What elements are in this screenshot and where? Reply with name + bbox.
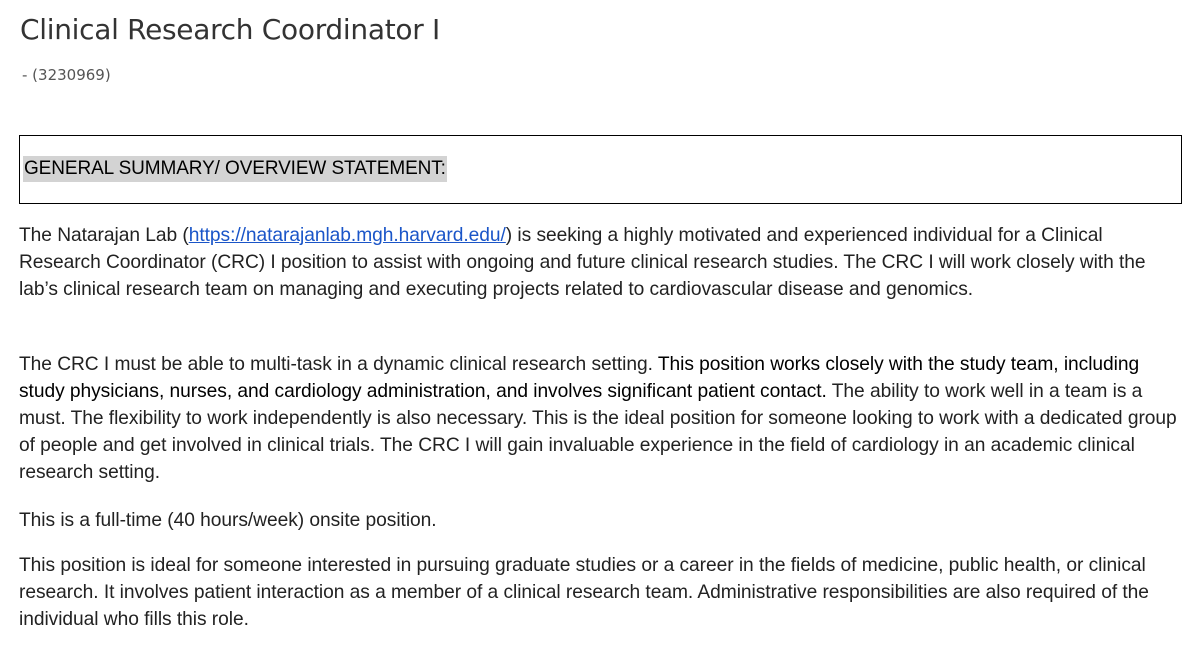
job-title: Clinical Research Coordinator I bbox=[20, 13, 440, 46]
paragraph-lab-intro-start: The Natarajan Lab ( bbox=[19, 225, 189, 246]
paragraph-responsibilities-emphasis: This position works closely with the study team, including study physicians, nurses, and cardiology administration, and involves significant patient contact. bbox=[19, 354, 1140, 402]
paragraph-schedule: This is a full-time (40 hours/week) onsite position. bbox=[19, 510, 437, 531]
paragraph-lab-intro bbox=[19, 222, 1185, 303]
lab-website-link[interactable]: https://natarajanlab.mgh.harvard.edu/ bbox=[188, 225, 506, 246]
paragraph-responsibilities bbox=[19, 351, 1185, 486]
summary-heading: GENERAL SUMMARY/ OVERVIEW STATEMENT: bbox=[23, 156, 447, 182]
job-id: - (3230969) bbox=[22, 66, 111, 84]
summary-section-box bbox=[19, 135, 1182, 204]
paragraph-ideal-candidate: This position is ideal for someone interested in pursuing graduate studies or a career in the fields of medicine, public health, or clinical research. It involves patient interaction as a member of a clinical research team. Administrative responsibilities are also required of the individual who fills this role. bbox=[19, 555, 1149, 630]
paragraph-lab-intro-rest: ) is seeking a highly motivated and experienced individual for a Clinical Research Coordinator (CRC) I position to assist with ongoing and future clinical research studies. The CRC I will work closely with the lab’s clinical research team on managing and executing projects related to cardiovascular disease and genomics. bbox=[19, 225, 1146, 300]
paragraph-responsibilities-start: The CRC I must be able to multi-task in a dynamic clinical research setting. bbox=[19, 354, 658, 375]
paragraph-responsibilities-rest: The ability to work well in a team is a must. The flexibility to work independently is also necessary. This is the ideal position for someone looking to work with a dedicated group of people and get involved in clinical trials. The CRC I will gain invaluable experience in the field of cardiology in an academic clinical research setting. bbox=[19, 381, 1177, 483]
